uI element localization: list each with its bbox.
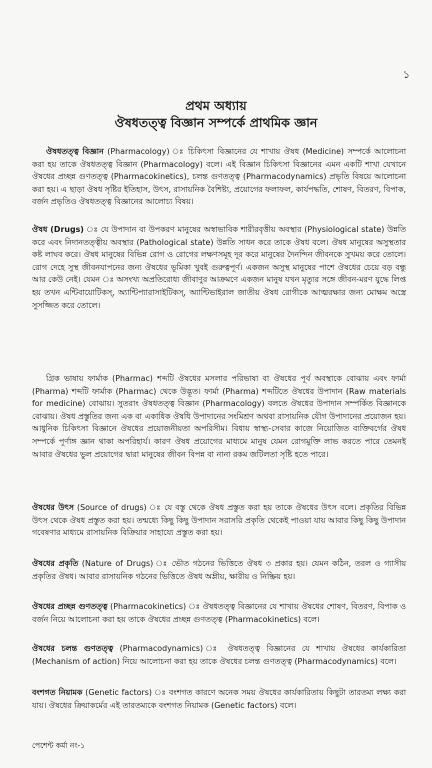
paragraph-text: গ্রিক ভাষায় ফার্মাক (Pharmac) শব্দটি ঔষধের মসলার পরিভাষা বা ঔষধের পূর্ব অবস্থাকে বোঝায় এবং ফার্মা (Pharma) শব্দটি ফার্মাক (Pharmac) থেকে উদ্ভূত। ফার্মা (Pharma) শব্দটিতে ঔষধের উপাদান (Raw materials for medicine) বোঝায়। সুতরাং ঔষধতত্ত্ব বিজ্ঞান (Pharmacology) বলতে ঔষধের উপাদান সম্পর্কিত বিজ্ঞানকে বোঝায়। ঔষধ প্রস্তুতির জন্য এক বা একাধিক ঔষধি উপাদানের সংমিশ্রণ অথবা রাসায়নিক যৌগ উপাদানের প্রয়োজন হয়। আধুনিক চিকিৎসা বিজ্ঞানে ঔষধের প্রয়োজনীয়তা অপরিসীম। বিধায় স্বাস্থ্য-সেবার কাজে নিয়োজিত ব্যক্তিবর্গের ঔষধ সম্পর্কে পূর্ণাঙ্গ জ্ঞান থাকা অপরিহার্য। কারণ ঔষধ প্রয়োগের মাধ্যমে মানুষ যেমন রোগমুক্তি লাভ করতে পারে তেমনই আবার ঔষধের ভুল প্রয়োগের দ্বারা মানুষের জীবন বিপন্ন বা নানা রকম জটিলতা সৃষ্টি হতে পারে।: [32, 374, 406, 459]
paragraph-text: (Pharmacodynamics) ঃ ঔষধতত্ত্ব বিজ্ঞানের যে শাখায় ঔষধের কার্যকারিতা (Mechanism of action) নিয়ে আলোচনা করা হয় তাকে ঔষধের চলন্ত গুণতত্ত্ব (Pharmacodynamics) বলে।: [32, 644, 406, 666]
paragraph-source-of-drugs: [32, 502, 406, 540]
paragraph-text: ঃ যে উপাদান বা উপকরণ মানুষের অস্বাভাবিক শারীরবৃত্তীয় অবস্থার (Physiological state) উন্নতি করে এবং নিদানতত্ত্বীয় অবস্থার (Pathological state) উন্নতি সাধন করে তাকে ঔষধ বলে। ঔষধ মানুষের অসুস্থতার কষ্ট লাঘব করে। ঔষধ মানুষের বিভিন্ন রোগ ও রোগের লক্ষণসমূহ দূর করে মানুষের দৈনন্দিন জীবনকে সুখময় করে তোলে। রোগ দেহে সুস্থ জীবনযাপনের জন্য ঔষধের ভূমিকা খুবই গুরুত্বপূর্ণ। একজন অসুস্থ মানুষের পাশে ঔষধের চেয়ে বড় বন্ধু আর কেউ নেই। যেমন ঃ অসংখ্য অপ্রতিরোধ্য জীবাণুর আক্রমণে একজন মানুষ যখন মৃত্যুর সঙ্গে জীবন-মরণ যুদ্ধে লিপ্ত হয় তখন এন্টিবায়োটিকস্, অ্যান্টিপ্যারাসাইটিকস্, অ্যান্টিভাইরাল জাতীয় ঔষধ রোগীকে আত্মরক্ষার জন্য মোক্ষম অস্ত্রে সুসজ্জিত করে তোলে।: [32, 225, 406, 310]
paragraph-text: (Pharmacology) ঃ চিকিৎসা বিজ্ঞানের যে শাখায় ঔষধ (Medicine) সম্পর্কে আলোচনা করা হয় তাকে ঔষধতত্ত্ব বিজ্ঞান (Pharmacology) বলে। এই বিজ্ঞান চিকিৎসা বিজ্ঞানের এমন একটি শাখা যেখানে ঔষধের প্রচ্ছন্ন গুণতত্ত্ব (Pharmacokinetics), চলন্ত গুণতত্ত্ব (Pharmacodynamics) প্রভৃতি বিষয়ে আলোচনা করা হয়। এ ছাড়া ঔষধ সৃষ্টির ইতিহাস, উৎস, রাসায়নিক বৈশিষ্ট্য, প্রয়োগের ফলাফল, কার্যপদ্ধতি, শোষণ, বিতরণ, বিপাক, বর্জন প্রভৃতিও ঔষধতত্ত্ব বিজ্ঞানের আলোচ্য বিষয়।: [32, 147, 406, 207]
paragraph-text: (Genetic factors) ঃ বংশগত কারণে অনেক সময় ঔষধের কার্যকারিতায় কিছুটা তারতম্য লক্ষ্য করা যায়। ঔষধের ক্রিয়াকর্মের এই তারতম্যকে বংশগত নিয়ামক (Genetic factors) বলে।: [32, 688, 406, 710]
term: ঔষধ (Drugs): [32, 225, 84, 234]
paragraph-etymology: [32, 373, 406, 461]
term: ঔষধের উৎস: [32, 503, 74, 512]
paragraph-genetic-factors: [32, 687, 406, 712]
term: বংশগত নিয়ামক: [32, 688, 83, 697]
paragraph-pharmacology: [32, 146, 406, 209]
paragraph-pharmacokinetics: [32, 601, 406, 626]
chapter-subtitle: ঔষধতত্ত্ব বিজ্ঞান সম্পর্কে প্রাথমিক জ্ঞান: [114, 115, 318, 130]
paragraph-pharmacodynamics: [32, 643, 406, 668]
paragraph-nature-of-drugs: [32, 558, 406, 583]
term: ঔষধের চলন্ত গুণতত্ত্ব: [32, 644, 114, 653]
page-number: ১: [402, 68, 410, 81]
term: ঔষধের প্রচ্ছন্ন গুণতত্ত্ব: [32, 602, 108, 611]
paragraph-text: (Pharmacokinetics) ঃ ঔষধতত্ত্ব বিজ্ঞানের যে শাখায় ঔষধের শোষণ, বিতরণ, বিপাক ও বর্জন নিয়ে আলোচনা করা হয় তাকে ঔষধের প্রচ্ছন্ন গুণতত্ত্ব (Pharmacokinetics) বলে।: [32, 602, 406, 624]
chapter-title: প্রথম অধ্যায়: [185, 98, 247, 113]
paragraph-drugs: [32, 224, 406, 312]
paragraph-text: (Nature of Drugs) ঃ ভৌত গঠনের ভিত্তিতে ঔষধ ৩ প্রকার হয়। যেমন কঠিন, তরল ও গ্যাসীয় প্রকৃতির ঔষধ। আবার রাসায়নিক গঠনের ভিত্তিতে ঔষধ অম্লীয়, ক্ষারীয় ও নিষ্ক্রিয় হয়।: [32, 559, 406, 581]
paragraph-text: (Source of drugs) ঃ যে বস্তু থেকে ঔষধ প্রস্তুত করা হয় তাকে ঔষধের উৎস বলে। প্রকৃতির বিভিন্ন উৎস থেকে ঔষধ প্রস্তুত করা হয়। তন্মধ্যে কিছু কিছু উপাদান সরাসরি প্রকৃতি থেকেই পাওয়া যায় আবার কিছু কিছু উপাদান গবেষণার মাধ্যমে রাসায়নিক বিক্রিয়ার সাহায্যে প্রস্তুত করা হয়।: [32, 503, 406, 538]
term: ঔষধতত্ত্ব বিজ্ঞান: [46, 147, 104, 156]
footer-note: পেশেন্ট কর্মা নং-১: [32, 741, 86, 750]
term: ঔষধের প্রকৃতি: [32, 559, 79, 568]
